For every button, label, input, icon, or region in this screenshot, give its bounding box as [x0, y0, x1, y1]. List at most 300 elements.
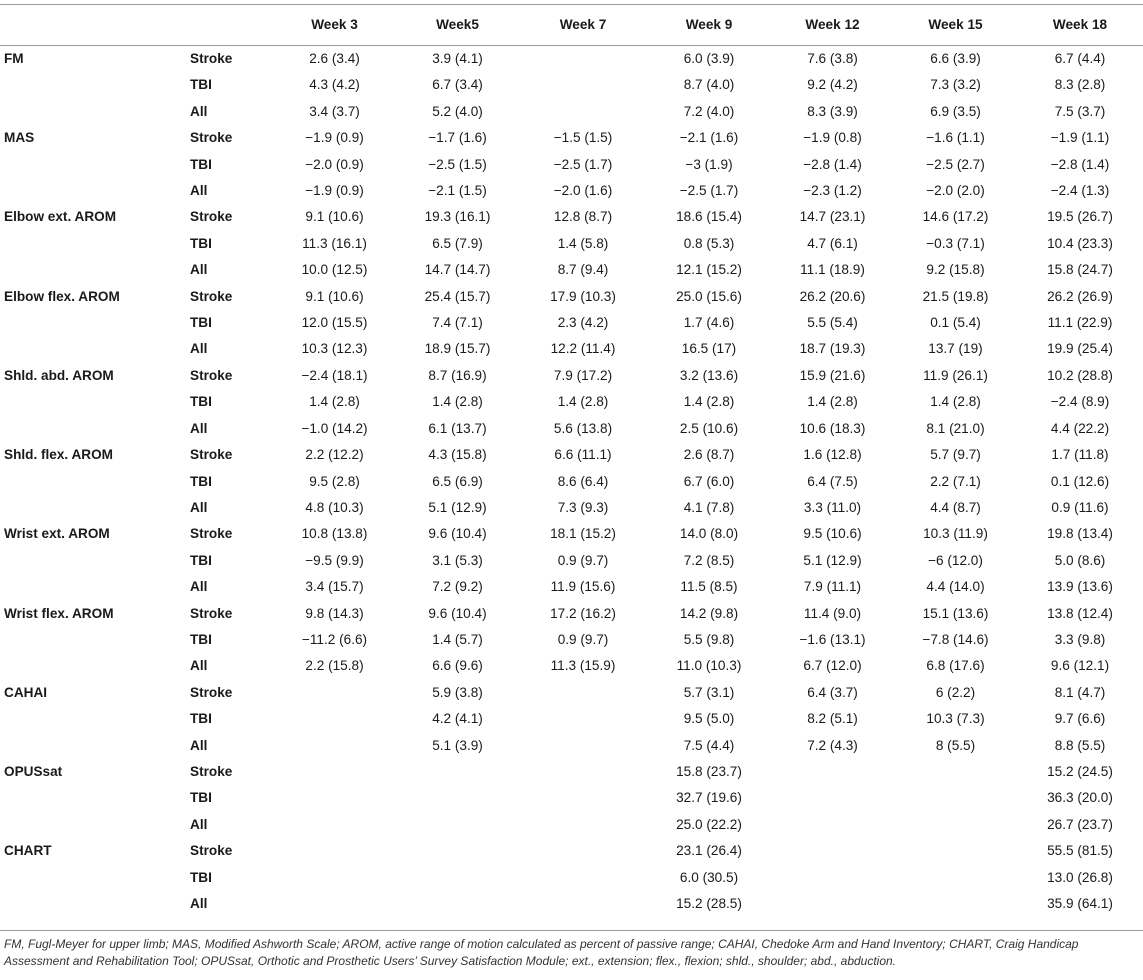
table-cell: 14.7 (14.7): [424, 262, 491, 278]
table-cell: 19.3 (16.1): [424, 209, 491, 225]
measure-label: OPUSsat: [4, 763, 63, 779]
table-cell: 18.7 (19.3): [799, 341, 866, 357]
table-cell: 17.9 (10.3): [550, 288, 616, 304]
measure-label: Wrist ext. AROM: [4, 526, 110, 542]
measure-label: [0, 257, 188, 283]
table-cell: −0.3 (7.1): [926, 235, 985, 251]
table-cell: 2.2 (15.8): [305, 658, 364, 674]
group-label: All: [190, 499, 208, 515]
table-cell: 9.6 (10.4): [428, 605, 487, 621]
measure-label: [0, 416, 188, 442]
table-cell: 10.3 (11.9): [923, 526, 988, 542]
table-cell: 0.1 (5.4): [930, 315, 981, 331]
group-label: Stroke: [190, 763, 233, 779]
table-cell: −2.8 (1.4): [803, 156, 862, 172]
table-cell: −2.4 (8.9): [1050, 394, 1110, 410]
column-header: Week 7: [559, 17, 607, 32]
table-cell: −1.9 (1.1): [1050, 130, 1110, 146]
table-cell: 4.1 (7.8): [683, 499, 735, 515]
table-cell: 26.2 (20.6): [799, 288, 866, 304]
table-cell: [519, 812, 647, 838]
table-cell: 10.4 (23.3): [1047, 235, 1113, 251]
table-cell: 19.5 (26.7): [1047, 209, 1113, 225]
table-cell: 15.1 (13.6): [922, 605, 989, 621]
table-cell: 6.4 (7.5): [807, 473, 858, 489]
table-cell: 3.2 (13.6): [679, 367, 739, 383]
table-cell: 15.2 (28.5): [676, 896, 742, 911]
table-cell: 1.4 (2.8): [557, 394, 609, 410]
table-cell: 4.8 (10.3): [305, 499, 364, 515]
table-cell: 3.3 (9.8): [1054, 631, 1106, 647]
table-cell: 6.6 (3.9): [930, 51, 981, 66]
measure-label: [0, 733, 188, 759]
table-row: [0, 812, 1143, 838]
table-cell: 2.3 (4.2): [557, 315, 609, 331]
table-row: [0, 310, 1143, 336]
table-cell: 6.7 (12.0): [803, 658, 862, 674]
measure-label: [0, 548, 188, 574]
group-label: TBI: [190, 631, 212, 647]
table-cell: 0.9 (11.6): [1051, 499, 1109, 515]
table-cell: [396, 785, 519, 811]
table-cell: 5.0 (8.6): [1054, 552, 1106, 568]
group-label: TBI: [190, 235, 212, 251]
group-label: All: [190, 103, 208, 119]
group-label: TBI: [190, 869, 212, 885]
table-cell: [771, 838, 894, 864]
table-cell: 10.8 (13.8): [301, 526, 368, 542]
table-cell: 13.8 (12.4): [1047, 605, 1113, 621]
group-label: TBI: [190, 315, 212, 331]
table-cell: [894, 785, 1017, 811]
table-cell: 23.1 (26.4): [676, 843, 742, 859]
group-label: All: [190, 737, 208, 753]
table-cell: 6.6 (9.6): [432, 658, 483, 674]
group-label: Stroke: [190, 605, 233, 621]
table-cell: [273, 891, 396, 917]
table-cell: 6.6 (11.1): [554, 447, 612, 463]
table-cell: 5.5 (5.4): [807, 315, 858, 331]
group-label: All: [190, 896, 208, 911]
table-cell: 4.2 (4.1): [432, 711, 483, 727]
table-cell: 1.4 (2.8): [807, 394, 858, 410]
table-cell: −2.5 (1.7): [553, 156, 613, 172]
measure-label: MAS: [4, 130, 35, 146]
table-cell: 10.0 (12.5): [301, 262, 368, 278]
table-cell: 9.8 (14.3): [305, 605, 364, 621]
table-row: [0, 495, 1143, 521]
table-row: [0, 627, 1143, 653]
table-cell: 7.2 (8.5): [683, 552, 735, 568]
table-cell: 1.7 (11.8): [1051, 447, 1109, 463]
measure-label: FM: [4, 51, 24, 66]
table-cell: −2.0 (2.0): [926, 183, 985, 199]
column-header: [188, 5, 273, 46]
table-cell: 5.7 (3.1): [683, 684, 735, 700]
table-cell: 8.6 (6.4): [557, 473, 609, 489]
table-cell: −1.6 (1.1): [926, 130, 985, 146]
group-label: Stroke: [190, 130, 233, 146]
table-cell: 4.4 (8.7): [930, 499, 981, 515]
table-cell: 0.9 (9.7): [557, 552, 609, 568]
table-cell: 11.1 (18.9): [800, 262, 865, 278]
table-cell: −2.5 (1.5): [428, 156, 487, 172]
table-cell: 7.9 (17.2): [553, 367, 613, 383]
measure-label: [0, 469, 188, 495]
measure-label: [0, 178, 188, 204]
table-cell: −3 (1.9): [685, 156, 733, 172]
table-cell: 5.7 (9.7): [930, 447, 981, 463]
table-row: [0, 416, 1143, 442]
table-cell: 10.3 (12.3): [301, 341, 368, 357]
table-cell: 19.9 (25.4): [1047, 341, 1113, 357]
measure-label: Shld. abd. AROM: [4, 367, 114, 383]
table-cell: 9.5 (5.0): [683, 711, 735, 727]
table-cell: [519, 46, 647, 73]
table-cell: 5.6 (13.8): [553, 420, 613, 436]
group-label: Stroke: [190, 367, 233, 383]
table-cell: 7.6 (3.8): [807, 51, 858, 66]
group-label: Stroke: [190, 526, 233, 542]
table-row: [0, 891, 1143, 917]
table-cell: 6.5 (7.9): [432, 235, 483, 251]
column-header: Week 9: [685, 17, 733, 32]
table-row: [0, 204, 1143, 230]
table-cell: −1.0 (14.2): [301, 420, 368, 436]
table-row: [0, 257, 1143, 283]
table-cell: 7.3 (9.3): [557, 499, 609, 515]
table-cell: 6.4 (3.7): [807, 684, 858, 700]
table-cell: 7.2 (4.0): [683, 103, 735, 119]
table-row: [0, 601, 1143, 627]
table-cell: [396, 812, 519, 838]
table-cell: 0.1 (12.6): [1050, 473, 1110, 489]
table-cell: [396, 838, 519, 864]
table-row: [0, 785, 1143, 811]
table-body: [0, 46, 1143, 918]
table-cell: [273, 680, 396, 706]
table-cell: 0.8 (5.3): [683, 235, 735, 251]
table-cell: 9.2 (15.8): [926, 262, 985, 278]
table-cell: 7.2 (4.3): [807, 737, 858, 753]
table-cell: 2.5 (10.6): [679, 420, 739, 436]
table-cell: 11.9 (15.6): [550, 579, 616, 595]
table-cell: 35.9 (64.1): [1047, 896, 1113, 911]
table-cell: 11.1 (22.9): [1047, 315, 1113, 331]
table-cell: −2.8 (1.4): [1050, 156, 1110, 172]
table-cell: 6.5 (6.9): [432, 473, 483, 489]
table-cell: 4.4 (14.0): [926, 579, 985, 595]
table-cell: 26.7 (23.7): [1047, 816, 1113, 832]
group-label: TBI: [190, 77, 212, 93]
table-cell: [519, 785, 647, 811]
table-cell: [519, 99, 647, 125]
column-header: Week 18: [1052, 17, 1108, 32]
table-cell: 6.1 (13.7): [428, 420, 487, 436]
table-cell: 6.8 (17.6): [926, 658, 985, 674]
table-cell: 12.8 (8.7): [553, 209, 613, 225]
table-row: [0, 653, 1143, 679]
group-label: All: [190, 420, 208, 436]
column-header: [0, 5, 188, 46]
group-label: TBI: [190, 156, 212, 172]
table-cell: 18.6 (15.4): [676, 209, 742, 225]
header-row: [0, 5, 1143, 46]
measure-label: Wrist flex. AROM: [4, 605, 114, 621]
table-cell: 2.6 (3.4): [309, 51, 360, 66]
table-cell: 11.9 (26.1): [923, 367, 988, 383]
bottom-rule: [0, 930, 1143, 931]
measure-label: [0, 891, 188, 917]
table-cell: 7.5 (4.4): [683, 737, 735, 753]
table-cell: [894, 812, 1017, 838]
table-cell: 5.1 (3.9): [432, 737, 483, 753]
table-cell: [771, 891, 894, 917]
table-cell: 9.5 (10.6): [803, 526, 862, 542]
table-cell: −2.5 (2.7): [926, 156, 985, 172]
measure-label: [0, 495, 188, 521]
table-cell: 17.2 (16.2): [550, 605, 616, 621]
table-row: [0, 469, 1143, 495]
table-cell: [273, 838, 396, 864]
table-row: [0, 46, 1143, 73]
table-cell: 4.3 (4.2): [309, 77, 360, 93]
table-cell: 13.7 (19): [928, 341, 983, 357]
table-row: [0, 442, 1143, 468]
measure-label: [0, 627, 188, 653]
measure-label: [0, 785, 188, 811]
measure-label: [0, 653, 188, 679]
table-cell: −1.9 (0.9): [305, 130, 364, 146]
group-label: Stroke: [190, 288, 233, 304]
table-cell: [894, 838, 1017, 864]
table-cell: −1.6 (13.1): [799, 631, 866, 647]
group-label: All: [190, 183, 208, 199]
table-cell: [771, 812, 894, 838]
table-cell: 1.4 (2.8): [432, 394, 483, 410]
table-cell: −2.1 (1.6): [679, 130, 739, 146]
table-cell: 5.2 (4.0): [432, 103, 483, 119]
measure-label: [0, 310, 188, 336]
group-label: Stroke: [190, 447, 233, 463]
table-row: [0, 733, 1143, 759]
table-cell: 2.6 (8.7): [683, 447, 735, 463]
table-cell: 1.4 (5.7): [432, 631, 483, 647]
table-cell: 2.2 (7.1): [930, 473, 981, 489]
table-cell: 25.0 (15.6): [676, 288, 742, 304]
results-table: [0, 5, 1143, 917]
table-cell: 14.6 (17.2): [922, 209, 989, 225]
table-cell: 19.8 (13.4): [1047, 526, 1113, 542]
column-header: Week 15: [928, 17, 983, 32]
table-cell: −1.5 (1.5): [553, 130, 613, 146]
table-cell: 1.4 (2.8): [930, 394, 981, 410]
table-cell: 14.7 (23.1): [799, 209, 866, 225]
table-cell: 15.2 (24.5): [1047, 763, 1113, 779]
group-label: TBI: [190, 552, 212, 568]
table-row: [0, 680, 1143, 706]
table-cell: 5.9 (3.8): [432, 684, 483, 700]
column-header: Week5: [436, 17, 479, 32]
table-cell: 9.5 (2.8): [309, 473, 360, 489]
table-cell: 18.9 (15.7): [424, 341, 491, 357]
table-cell: −2.5 (1.7): [679, 183, 739, 199]
table-cell: 12.2 (11.4): [550, 341, 616, 357]
table-row: [0, 178, 1143, 204]
table-cell: 8.7 (4.0): [683, 77, 735, 93]
table-cell: −2.0 (0.9): [305, 156, 364, 172]
table-cell: [519, 838, 647, 864]
table-cell: [519, 759, 647, 785]
group-label: All: [190, 262, 208, 278]
group-label: Stroke: [190, 51, 233, 66]
table-cell: 9.6 (12.1): [1050, 658, 1110, 674]
table-cell: 8.1 (21.0): [926, 420, 985, 436]
measure-label: Elbow ext. AROM: [4, 209, 117, 225]
group-label: All: [190, 816, 208, 832]
table-cell: 15.9 (21.6): [799, 367, 866, 383]
table-cell: 3.4 (15.7): [305, 579, 364, 595]
table-cell: 6.9 (3.5): [930, 103, 981, 119]
table-cell: 10.3 (7.3): [926, 711, 985, 727]
table-cell: 3.9 (4.1): [432, 51, 483, 66]
table-cell: 11.4 (9.0): [803, 605, 862, 621]
table-cell: 7.9 (11.1): [803, 579, 862, 595]
measure-label: [0, 865, 188, 891]
measure-label: [0, 231, 188, 257]
table-cell: −2.1 (1.5): [428, 183, 487, 199]
table-cell: 4.4 (22.2): [1050, 420, 1110, 436]
table-cell: 9.1 (10.6): [305, 288, 364, 304]
group-label: TBI: [190, 790, 212, 806]
table-cell: [771, 865, 894, 891]
table-cell: [894, 865, 1017, 891]
measure-label: [0, 812, 188, 838]
table-cell: [273, 785, 396, 811]
table-cell: 1.6 (12.8): [803, 447, 862, 463]
table-cell: 6.0 (3.9): [683, 51, 735, 66]
table-row: [0, 389, 1143, 415]
table-row: [0, 125, 1143, 151]
table-cell: 18.1 (15.2): [550, 526, 616, 542]
table-cell: 1.4 (2.8): [309, 394, 360, 410]
table-cell: 0.9 (9.7): [557, 631, 609, 647]
group-label: Stroke: [190, 843, 233, 859]
table-cell: −7.8 (14.6): [922, 631, 989, 647]
table-cell: 3.4 (3.7): [309, 103, 360, 119]
table-cell: 14.0 (8.0): [679, 526, 739, 542]
table-cell: 9.1 (10.6): [305, 209, 364, 225]
table-cell: [273, 759, 396, 785]
measure-label: [0, 706, 188, 732]
table-cell: 1.7 (4.6): [683, 315, 735, 331]
table-cell: [273, 812, 396, 838]
group-label: Stroke: [190, 209, 233, 225]
table-cell: [519, 680, 647, 706]
table-cell: 6.7 (3.4): [432, 77, 483, 93]
table-cell: 26.2 (26.9): [1047, 288, 1113, 304]
table-cell: 21.5 (19.8): [922, 288, 989, 304]
table-cell: 6.7 (6.0): [683, 473, 735, 489]
table-row: [0, 231, 1143, 257]
table-cell: [273, 733, 396, 759]
table-cell: 1.4 (5.8): [557, 235, 609, 251]
group-label: TBI: [190, 711, 212, 727]
table-row: [0, 99, 1143, 125]
measure-label: [0, 152, 188, 178]
table-cell: 9.6 (10.4): [428, 526, 487, 542]
table-cell: 36.3 (20.0): [1047, 790, 1113, 806]
table-cell: 3.1 (5.3): [432, 552, 483, 568]
table-cell: 11.3 (15.9): [550, 658, 616, 674]
table-cell: [519, 733, 647, 759]
table-cell: 14.2 (9.8): [679, 605, 739, 621]
table-row: [0, 72, 1143, 98]
table-cell: 6.7 (4.4): [1054, 51, 1106, 66]
table-row: [0, 336, 1143, 362]
table-cell: 9.7 (6.6): [1054, 711, 1106, 727]
table-row: [0, 865, 1143, 891]
table-row: [0, 152, 1143, 178]
table-cell: 1.4 (2.8): [683, 394, 735, 410]
table-cell: 8.1 (4.7): [1054, 684, 1106, 700]
table-cell: [396, 891, 519, 917]
table-row: [0, 363, 1143, 389]
table-cell: 5.1 (12.9): [428, 499, 487, 515]
table-cell: 11.3 (16.1): [302, 235, 367, 251]
table-cell: −9.5 (9.9): [305, 552, 364, 568]
table-cell: 15.8 (23.7): [676, 763, 742, 779]
measure-label: CAHAI: [4, 684, 48, 700]
table-row: [0, 284, 1143, 310]
table-cell: 13.9 (13.6): [1047, 579, 1113, 595]
table-cell: 8.3 (3.9): [807, 103, 858, 119]
group-label: All: [190, 579, 208, 595]
table-cell: [519, 891, 647, 917]
measure-label: [0, 99, 188, 125]
table-cell: [396, 865, 519, 891]
table-cell: 25.0 (22.2): [676, 816, 742, 832]
table-cell: [519, 72, 647, 98]
measure-label: [0, 336, 188, 362]
table-row: [0, 548, 1143, 574]
table-cell: −1.7 (1.6): [428, 130, 487, 146]
table-cell: −2.3 (1.2): [803, 183, 862, 199]
group-label: Stroke: [190, 684, 233, 700]
table-cell: 2.2 (12.2): [305, 447, 364, 463]
measure-label: CHART: [4, 843, 52, 859]
table-cell: 6.0 (30.5): [679, 869, 739, 885]
measure-label: Shld. flex. AROM: [4, 447, 114, 463]
table-cell: [771, 759, 894, 785]
table-row: [0, 759, 1143, 785]
group-label: TBI: [190, 473, 212, 489]
table-cell: 12.0 (15.5): [301, 315, 368, 331]
table-cell: [894, 891, 1017, 917]
table-cell: −2.0 (1.6): [553, 183, 613, 199]
table-cell: 6 (2.2): [935, 684, 976, 700]
table-header: [0, 5, 1143, 46]
table-cell: [396, 759, 519, 785]
table-cell: −2.4 (1.3): [1050, 183, 1110, 199]
table-cell: 11.0 (10.3): [676, 658, 742, 674]
measure-label: [0, 574, 188, 600]
table-cell: 5.1 (12.9): [803, 552, 862, 568]
table-cell: 55.5 (81.5): [1047, 843, 1113, 859]
table-row: [0, 706, 1143, 732]
table-cell: 7.4 (7.1): [432, 315, 483, 331]
table-cell: 4.3 (15.8): [428, 447, 487, 463]
